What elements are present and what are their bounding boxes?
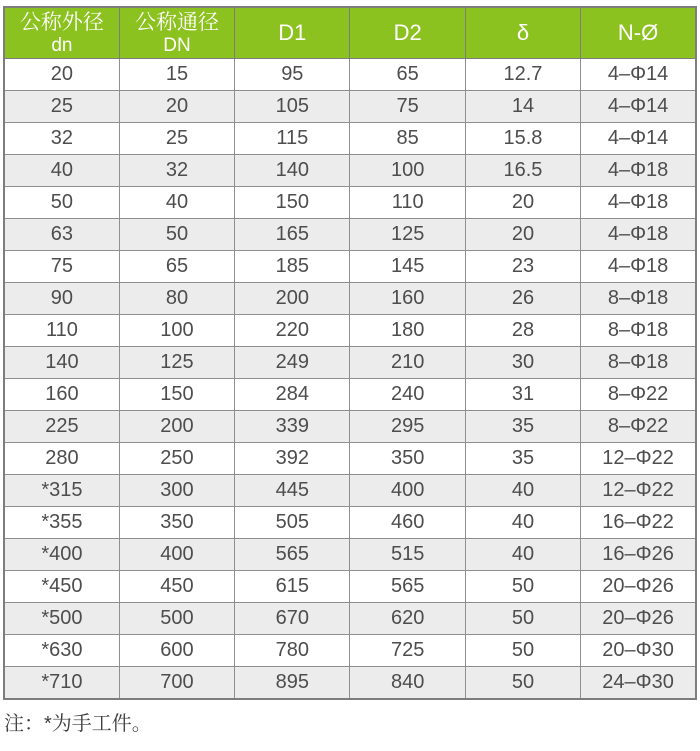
table-cell: 50 bbox=[4, 187, 119, 219]
col-header-label: D2 bbox=[393, 20, 422, 45]
flange-dimension-table bbox=[3, 6, 697, 700]
table-row bbox=[4, 219, 696, 251]
table-body bbox=[4, 59, 696, 700]
table-cell: 350 bbox=[350, 443, 465, 475]
table-cell: 180 bbox=[350, 315, 465, 347]
table-cell: 31 bbox=[465, 379, 580, 411]
table-cell: 50 bbox=[465, 635, 580, 667]
table-row bbox=[4, 315, 696, 347]
col-header-sublabel: dn bbox=[51, 35, 73, 56]
table-cell: 185 bbox=[235, 251, 350, 283]
table-cell: 140 bbox=[235, 155, 350, 187]
table-row bbox=[4, 91, 696, 123]
table-row bbox=[4, 539, 696, 571]
table-row bbox=[4, 59, 696, 91]
table-cell: 50 bbox=[465, 667, 580, 700]
table-cell: 4–Φ18 bbox=[581, 251, 696, 283]
table-cell: 20–Φ26 bbox=[581, 571, 696, 603]
table-cell: 8–Φ22 bbox=[581, 411, 696, 443]
table-cell: 20 bbox=[465, 219, 580, 251]
table-cell: 450 bbox=[119, 571, 234, 603]
table-cell: 460 bbox=[350, 507, 465, 539]
header-row bbox=[4, 7, 696, 59]
table-cell: 160 bbox=[350, 283, 465, 315]
table-row bbox=[4, 603, 696, 635]
table-cell: 8–Φ18 bbox=[581, 315, 696, 347]
table-cell: 200 bbox=[235, 283, 350, 315]
table-cell: 20 bbox=[465, 187, 580, 219]
table-cell: 85 bbox=[350, 123, 465, 155]
table-cell: 8–Φ18 bbox=[581, 347, 696, 379]
table-row bbox=[4, 251, 696, 283]
col-header-sublabel: DN bbox=[163, 35, 191, 56]
col-header-label: D1 bbox=[278, 20, 307, 45]
table-cell: 140 bbox=[4, 347, 119, 379]
table-row bbox=[4, 187, 696, 219]
table-cell: 50 bbox=[465, 603, 580, 635]
table-row bbox=[4, 635, 696, 667]
table-cell: 350 bbox=[119, 507, 234, 539]
table-cell: 35 bbox=[465, 411, 580, 443]
col-header-label: 公称外径 bbox=[19, 11, 104, 34]
table-cell: 90 bbox=[4, 283, 119, 315]
table-cell: 100 bbox=[350, 155, 465, 187]
table-cell: 200 bbox=[119, 411, 234, 443]
table-row bbox=[4, 667, 696, 700]
table-cell: 75 bbox=[4, 251, 119, 283]
table-cell: 40 bbox=[465, 475, 580, 507]
table-cell: 20–Φ26 bbox=[581, 603, 696, 635]
table-row bbox=[4, 507, 696, 539]
table-cell: *630 bbox=[4, 635, 119, 667]
table-cell: 505 bbox=[235, 507, 350, 539]
table-row bbox=[4, 443, 696, 475]
table-cell: 500 bbox=[119, 603, 234, 635]
col-header-nominal-od bbox=[4, 7, 119, 59]
table-cell: 16–Φ26 bbox=[581, 539, 696, 571]
table-cell: 8–Φ22 bbox=[581, 379, 696, 411]
table-cell: 12–Φ22 bbox=[581, 443, 696, 475]
table-cell: 125 bbox=[119, 347, 234, 379]
table-cell: 4–Φ14 bbox=[581, 123, 696, 155]
table-cell: 23 bbox=[465, 251, 580, 283]
table-cell: 16–Φ22 bbox=[581, 507, 696, 539]
table-cell: 32 bbox=[4, 123, 119, 155]
table-cell: 280 bbox=[4, 443, 119, 475]
table-cell: 20 bbox=[4, 59, 119, 91]
table-cell: 20–Φ30 bbox=[581, 635, 696, 667]
table-cell: *315 bbox=[4, 475, 119, 507]
table-cell: *450 bbox=[4, 571, 119, 603]
col-header-label: 公称通径 bbox=[134, 11, 219, 34]
table-cell: 40 bbox=[4, 155, 119, 187]
table-cell: 12.7 bbox=[465, 59, 580, 91]
table-cell: 240 bbox=[350, 379, 465, 411]
table-cell: 339 bbox=[235, 411, 350, 443]
footnote: 注：*为手工件。 bbox=[4, 713, 152, 735]
table-cell: 840 bbox=[350, 667, 465, 700]
table-row bbox=[4, 571, 696, 603]
table-cell: *400 bbox=[4, 539, 119, 571]
table-cell: 16.5 bbox=[465, 155, 580, 187]
table-cell: 780 bbox=[235, 635, 350, 667]
table-cell: 392 bbox=[235, 443, 350, 475]
table-cell: 4–Φ14 bbox=[581, 59, 696, 91]
table-cell: 4–Φ18 bbox=[581, 155, 696, 187]
table-cell: 26 bbox=[465, 283, 580, 315]
table-cell: 40 bbox=[119, 187, 234, 219]
table-cell: 165 bbox=[235, 219, 350, 251]
col-header-d1 bbox=[235, 7, 350, 59]
table-cell: 25 bbox=[4, 91, 119, 123]
col-header-d2 bbox=[350, 7, 465, 59]
table-cell: 25 bbox=[119, 123, 234, 155]
col-header-label: δ bbox=[516, 20, 530, 45]
table-cell: 75 bbox=[350, 91, 465, 123]
table-cell: 150 bbox=[235, 187, 350, 219]
table-cell: 110 bbox=[4, 315, 119, 347]
col-header-nominal-dia bbox=[119, 7, 234, 59]
table-cell: 95 bbox=[235, 59, 350, 91]
table-cell: 150 bbox=[119, 379, 234, 411]
table-cell: 400 bbox=[119, 539, 234, 571]
table-row bbox=[4, 475, 696, 507]
table-cell: 670 bbox=[235, 603, 350, 635]
table-row bbox=[4, 411, 696, 443]
table-header bbox=[4, 7, 696, 59]
table-cell: 8–Φ18 bbox=[581, 283, 696, 315]
table-row bbox=[4, 347, 696, 379]
table-row bbox=[4, 283, 696, 315]
table-cell: 620 bbox=[350, 603, 465, 635]
table-cell: 15.8 bbox=[465, 123, 580, 155]
table-cell: 249 bbox=[235, 347, 350, 379]
table-cell: 700 bbox=[119, 667, 234, 700]
table-cell: 20 bbox=[119, 91, 234, 123]
table-cell: 445 bbox=[235, 475, 350, 507]
table-cell: 400 bbox=[350, 475, 465, 507]
table-cell: 30 bbox=[465, 347, 580, 379]
table-cell: 4–Φ14 bbox=[581, 91, 696, 123]
table-cell: 895 bbox=[235, 667, 350, 700]
table-cell: 250 bbox=[119, 443, 234, 475]
table-cell: 284 bbox=[235, 379, 350, 411]
table-cell: 565 bbox=[350, 571, 465, 603]
table-cell: 65 bbox=[119, 251, 234, 283]
table-row bbox=[4, 379, 696, 411]
table-cell: 210 bbox=[350, 347, 465, 379]
table-cell: 12–Φ22 bbox=[581, 475, 696, 507]
table-cell: 63 bbox=[4, 219, 119, 251]
table-cell: 4–Φ18 bbox=[581, 187, 696, 219]
table-cell: 40 bbox=[465, 539, 580, 571]
table-cell: 125 bbox=[350, 219, 465, 251]
table-cell: 40 bbox=[465, 507, 580, 539]
table-cell: 115 bbox=[235, 123, 350, 155]
table-cell: 15 bbox=[119, 59, 234, 91]
table-cell: 160 bbox=[4, 379, 119, 411]
table-cell: 145 bbox=[350, 251, 465, 283]
table-cell: 50 bbox=[119, 219, 234, 251]
table-cell: 110 bbox=[350, 187, 465, 219]
table-cell: 35 bbox=[465, 443, 580, 475]
table-cell: 14 bbox=[465, 91, 580, 123]
table-cell: 725 bbox=[350, 635, 465, 667]
table-cell: *500 bbox=[4, 603, 119, 635]
table-cell: 225 bbox=[4, 411, 119, 443]
table-cell: 600 bbox=[119, 635, 234, 667]
table-cell: 24–Φ30 bbox=[581, 667, 696, 700]
table-row bbox=[4, 155, 696, 187]
table-cell: 28 bbox=[465, 315, 580, 347]
col-header-label: N-Ø bbox=[617, 20, 659, 45]
table-cell: 295 bbox=[350, 411, 465, 443]
table-cell: 65 bbox=[350, 59, 465, 91]
table-cell: 32 bbox=[119, 155, 234, 187]
table-cell: *710 bbox=[4, 667, 119, 700]
table-cell: 615 bbox=[235, 571, 350, 603]
table-row bbox=[4, 123, 696, 155]
table-cell: 50 bbox=[465, 571, 580, 603]
table-cell: 80 bbox=[119, 283, 234, 315]
table-cell: *355 bbox=[4, 507, 119, 539]
col-header-delta bbox=[465, 7, 580, 59]
table-cell: 300 bbox=[119, 475, 234, 507]
col-header-bolt-holes bbox=[581, 7, 696, 59]
table-cell: 100 bbox=[119, 315, 234, 347]
table-cell: 4–Φ18 bbox=[581, 219, 696, 251]
table-cell: 565 bbox=[235, 539, 350, 571]
table-cell: 515 bbox=[350, 539, 465, 571]
table-cell: 105 bbox=[235, 91, 350, 123]
table-cell: 220 bbox=[235, 315, 350, 347]
